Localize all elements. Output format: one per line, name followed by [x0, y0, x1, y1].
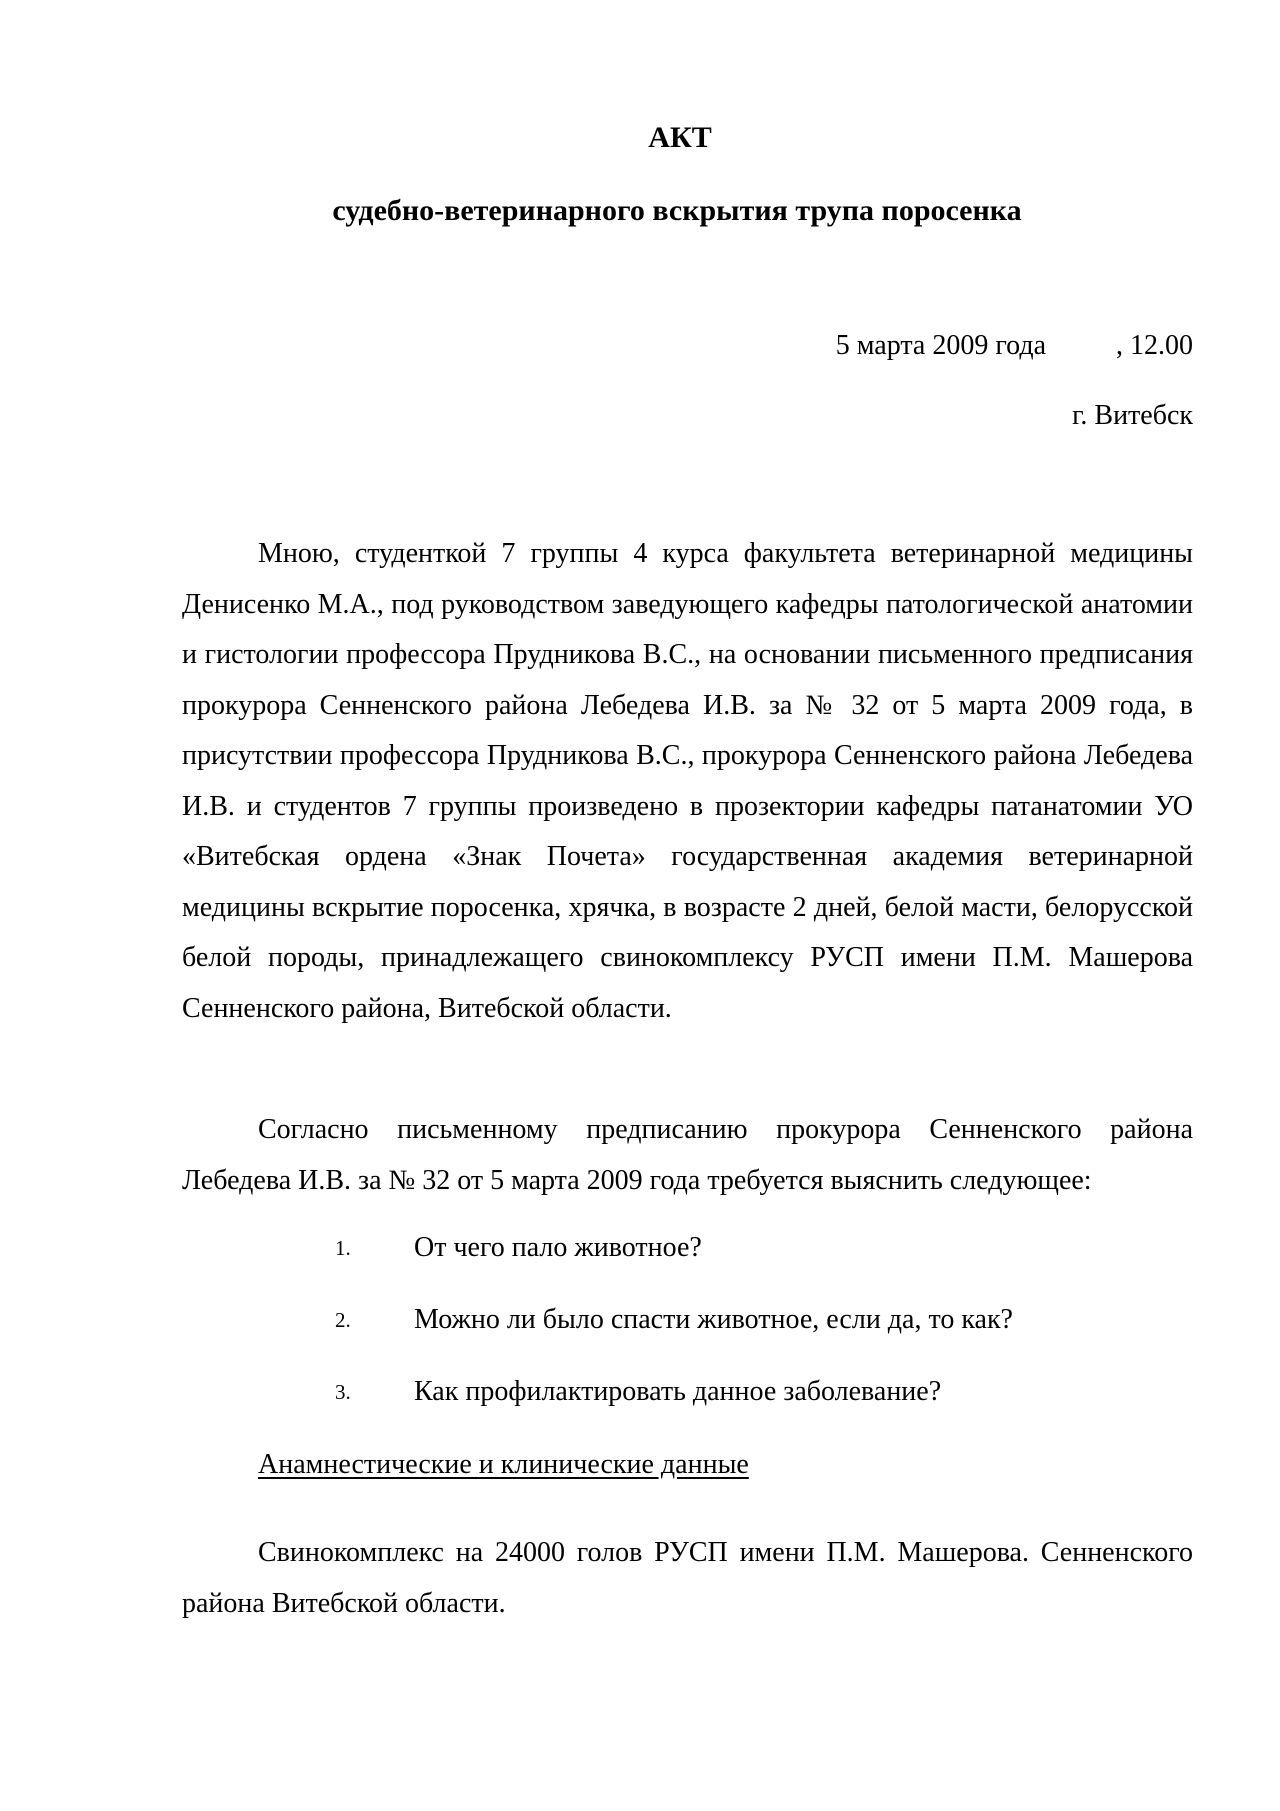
document-title: АКТ: [648, 121, 712, 154]
city-line: г. Витебск: [1072, 400, 1193, 431]
list-item: [0, 1374, 1280, 1446]
paragraph-questions-intro: Согласно письменному предписанию прокурора Сенненского района Лебедева И.В. за № 32 от 5 марта 2009 года требуется выяснить следующее:: [182, 1114, 1193, 1196]
list-item-number: 2.: [335, 1308, 351, 1332]
document-subtitle: судебно-ветеринарного вскрытия трупа поросенка: [332, 194, 1022, 227]
list-item: [0, 1302, 1280, 1374]
list-item-number: 1.: [335, 1236, 351, 1260]
questions-list: [0, 1230, 1280, 1446]
list-item: [0, 1230, 1280, 1302]
list-item-text: От чего пало животное?: [414, 1232, 702, 1263]
date-time-line: 5 марта 2009 года , 12.00: [835, 330, 1193, 361]
list-item-text: Можно ли было спасти животное, если да, то как?: [414, 1304, 1013, 1335]
list-item-text: Как профилактировать данное заболевание?: [414, 1376, 942, 1407]
paragraph-anamnesis: Свинокомплекс на 24000 голов РУСП имени П.М. Машерова. Сенненского района Витебской области.: [182, 1537, 1193, 1619]
list-item-number: 3.: [335, 1380, 351, 1404]
section-heading: Анамнестические и клинические данные: [258, 1449, 749, 1480]
paragraph-introduction: Мною, студенткой 7 группы 4 курса факультета ветеринарной медицины Денисенко М.А., под руководством заведующего кафедры патологической анатомии и гистологии профессора Прудникова В.С., на основании письменного предписания прокурора Сенненского района Лебедева И.В. за № 32 от 5 марта 2009 года, в присутствии профессора Прудникова В.С., прокурора Сенненского района Лебедева И.В. и студентов 7 группы произведено в прозектории кафедры патанатомии УО «Витебская ордена «Знак Почета» государственная академия ветеринарной медицины вскрытие поросенка, хрячка, в возрасте 2 дней, белой масти, белорусской белой породы, принадлежащего свинокомплексу РУСП имени П.М. Машерова Сенненского района, Витебской области.: [182, 538, 1193, 1024]
